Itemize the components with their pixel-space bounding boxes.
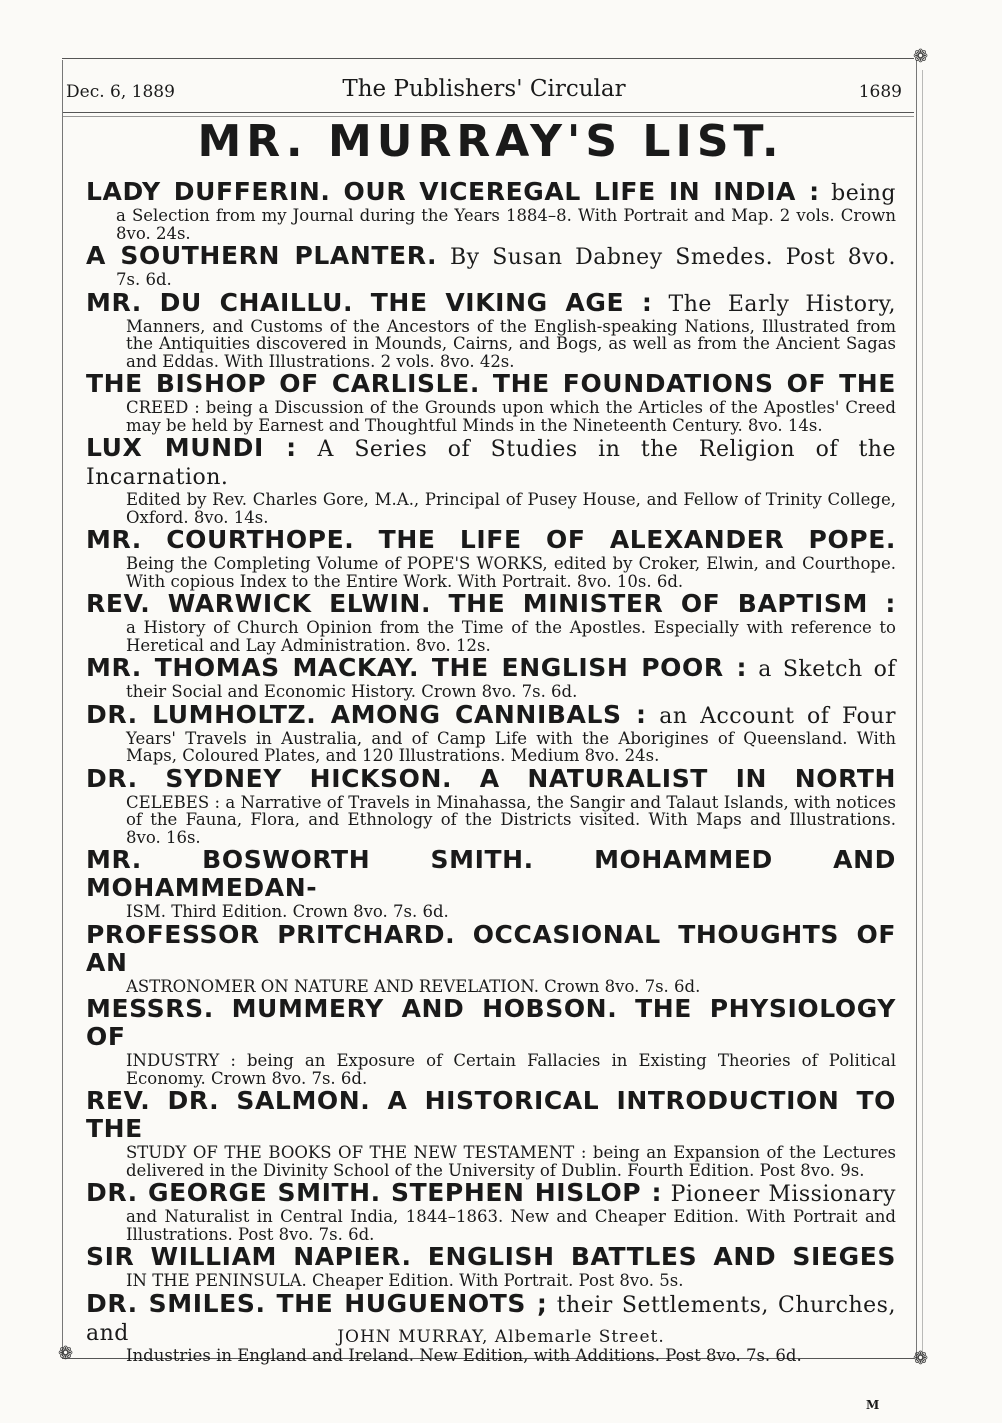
entry-heading-rest: Pioneer Missionary [670,1182,896,1207]
list-item [86,921,896,996]
right-border [916,60,917,1360]
ornament-icon: ❁ [913,46,929,67]
entry-heading [86,289,896,318]
entry-title: SIR WILLIAM NAPIER. ENGLISH BATTLES AND SIEGES [86,1242,896,1271]
entry-heading [86,178,896,207]
page-number: 1689 [858,82,902,102]
publication-title: The Publishers' Circular [342,76,626,102]
entry-description: IN THE PENINSULA. Cheaper Edition. With Portrait. Post 8vo. 5s. [126,1271,684,1290]
list-item [86,765,896,847]
entry-heading [86,921,896,978]
list-item [86,654,896,701]
top-rule [62,58,914,59]
entry-description: ISM. Third Edition. Crown 8vo. 7s. 6d. [126,902,449,921]
list-item [86,1087,896,1179]
entry-title: LUX MUNDI : [86,433,297,462]
entry-heading-rest: an Account of Four [659,703,896,729]
issue-date: Dec. 6, 1889 [66,82,175,102]
page-title: MR. MURRAY'S LIST. [197,116,784,167]
entry-title: REV. WARWICK ELWIN. THE MINISTER OF BAPTISM : [86,589,896,618]
left-border [62,60,63,1356]
entry-title: A SOUTHERN PLANTER. [86,241,438,270]
entry-heading [86,242,896,271]
entry-title: LADY DUFFERIN. OUR VICEREGAL LIFE IN INDIA : [86,177,820,206]
entry-title: DR. SYDNEY HICKSON. A NATURALIST IN NORTH [86,763,896,793]
entry-heading-rest: The Early History, [668,291,896,317]
entry-description: Manners, and Customs of the Ancestors of the English-speaking Nations, Illustrated from the Antiquities discovered in Mounds, Cairns, and Bogs, as well as from the Ancient Sagas and Eddas. With Illustrations. 2 vols. 8vo. 42s. [126,316,896,371]
entry-heading-rest: a Sketch of [758,657,896,682]
entry-description: Being the Completing Volume of POPE'S WORKS, edited by Croker, Elwin, and Courthope. With copious Index to the Entire Work. With Portrait. 8vo. 10s. 6d. [126,554,896,591]
running-header [66,74,902,104]
entry-heading [86,1243,896,1272]
entry-heading-rest: A Series of Studies in the Religion of the Incarnation. [86,437,896,490]
entry-title: MR. DU CHAILLU. THE VIKING AGE : [86,287,653,317]
list-item [86,846,896,921]
entry-title: MR. COURTHOPE. THE LIFE OF ALEXANDER POPE. [86,525,896,554]
list-item [86,370,896,434]
entry-description: ASTRONOMER ON NATURE AND REVELATION. Crown 8vo. 7s. 6d. [126,976,701,996]
entry-description: Industries in England and Ireland. New Edition, with Additions. Post 8vo. 7s. 6d. [126,1345,802,1365]
entry-title: REV. DR. SALMON. A HISTORICAL INTRODUCTION TO THE [86,1086,896,1143]
entry-heading-rest: By Susan Dabney Smedes. Post 8vo. [449,245,896,270]
entry-description: Edited by Rev. Charles Gore, M.A., Principal of Pusey House, and Fellow of Trinity College, Oxford. 8vo. 14s. [126,490,896,527]
entry-heading-rest: their Settlements, Churches, and [86,1292,896,1346]
list-item [86,1243,896,1290]
entry-title: DR. GEORGE SMITH. STEPHEN HISLOP : [86,1178,663,1207]
entry-description: and Naturalist in Central India, 1844–1863. New and Cheaper Edition. With Portrait and Illustrations. Post 8vo. 7s. 6d. [126,1207,896,1244]
entry-title: DR. SMILES. THE HUGUENOTS ; [86,1288,548,1318]
right-border-outer [922,70,923,1360]
entry-description: a Selection from my Journal during the Years 1884–8. With Portrait and Map. 2 vols. Crown 8vo. 24s. [116,206,896,243]
list-item [86,289,896,371]
entry-heading [86,434,896,491]
entry-description: INDUSTRY : being an Exposure of Certain Fallacies in Existing Theories of Political Economy. Crown 8vo. 7s. 6d. [126,1051,896,1088]
list-item [86,1179,896,1243]
list-item [86,242,896,289]
entry-description: Years' Travels in Australia, and of Camp Life with the Aborigines of Queensland. With Maps, Coloured Plates, and 120 Illustrations. Medium 8vo. 24s. [126,728,896,765]
entry-description: 7s. 6d. [116,270,172,289]
entry-title: MESSRS. MUMMERY AND HOBSON. THE PHYSIOLOGY OF [86,994,896,1051]
entry-title: MR. BOSWORTH SMITH. MOHAMMED AND MOHAMMEDAN- [86,845,896,902]
publisher-imprint: JOHN MURRAY, Albemarle Street. [337,1327,665,1347]
book-list [86,178,896,1364]
entry-title: PROFESSOR PRITCHARD. OCCASIONAL THOUGHTS OF AN [86,919,896,977]
list-item [86,590,896,654]
entry-description: STUDY OF THE BOOKS OF THE NEW TESTAMENT : being an Expansion of the Lectures delivered in the Divinity School of the University of Dublin. Fourth Edition. Post 8vo. 9s. [126,1143,896,1180]
entry-heading [86,1087,896,1144]
entry-description: CREED : being a Discussion of the Grounds upon which the Articles of the Apostles' Creed may be held by Earnest and Thoughtful Minds in the Nineteenth Century. 8vo. 14s. [126,398,896,435]
signature-mark: M [866,1398,880,1412]
entry-heading [86,526,896,555]
list-item [86,526,896,590]
entry-title: MR. THOMAS MACKAY. THE ENGLISH POOR : [86,653,748,682]
list-item [86,434,896,526]
entry-title: THE BISHOP OF CARLISLE. THE FOUNDATIONS OF THE [86,369,896,398]
entry-heading [86,1179,896,1208]
entry-heading [86,654,896,683]
entry-heading [86,995,896,1052]
list-item [86,995,896,1087]
header-rule [62,112,914,113]
entry-title: DR. LUMHOLTZ. AMONG CANNIBALS : [86,699,647,729]
entry-heading [86,765,896,794]
list-item [86,701,896,765]
entry-description: a History of Church Opinion from the Time of the Apostles. Especially with reference to Heretical and Lay Administration. 8vo. 12s. [126,618,896,655]
entry-heading [86,846,896,903]
ornament-icon: ❁ [58,1343,74,1364]
list-item [86,178,896,242]
entry-description: their Social and Economic History. Crown 8vo. 7s. 6d. [126,682,578,701]
entry-description: CELEBES : a Narrative of Travels in Minahassa, the Sangir and Talaut Islands, with notices of the Fauna, Flora, and Ethnology of the Districts visited. With Maps and Illustrations. 8vo. 16s. [126,792,896,847]
entry-heading [86,370,896,399]
entry-heading [86,701,896,730]
entry-heading-rest: being [831,181,896,206]
entry-heading [86,590,896,619]
ornament-icon: ❁ [913,1348,929,1369]
